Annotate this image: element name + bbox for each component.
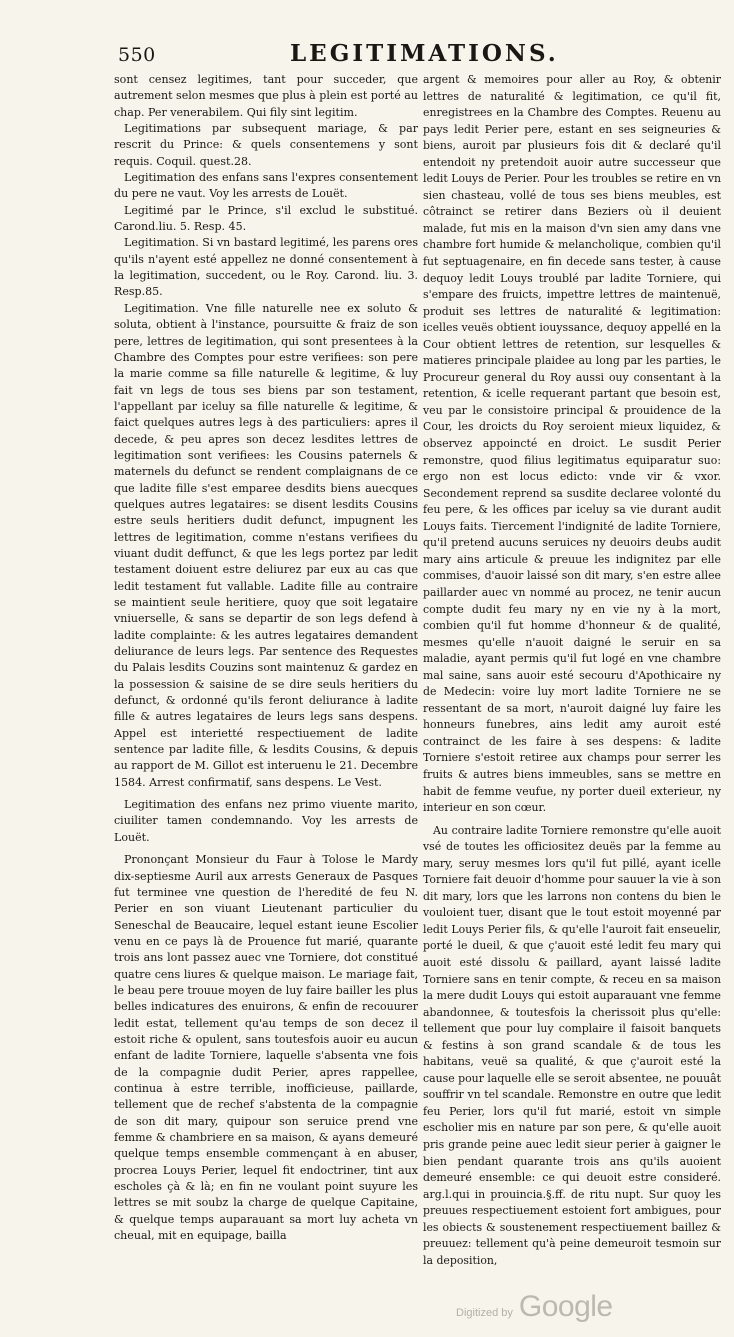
page-number: 550 (118, 44, 156, 66)
entry-paragraph: Legitimation des enfans sans l'expres consentement du pere ne vaut. Voy les arrests de Louët. (114, 171, 418, 201)
right-column (423, 72, 721, 1269)
entry-paragraph: Prononçant Monsieur du Faur à Tolose le Mardy dix-septiesme Auril aux arrests Generaux de Pasques fut terminee vne question de l'heredité de feu N. Perier en son viuant Lieutenant particulier du Seneschal de Beaucaire, lequel estant ieune Escolier venu en ce pays là de Prouence fut marié, quarante trois ans lont passez auec vne Torniere, dot constitué quatre cens liures & quelque maison. Le mariage fait, le beau pere trouue moyen de luy faire bailler les plus belles indicatures des enuirons, & enfin de recouurer ledit estat, tellement qu'au temps de son decez il estoit riche & opulent, sans toutesfois auoir eu aucun enfant de ladite Torniere, laquelle s'absenta vne fois de la compagnie dudit Perier, apres rappellee, continua à estre terrible, inofficieuse, paillarde, tellement que de rechef s'abstenta de la compagnie de son dit mary, quipour son seruice prend vne femme & chambriere en sa maison, & ayans demeuré quelque temps ensemble commençant à en abuser, procrea Louys Perier, lequel fit endoctriner, tint aux escholes çà & là; en fin ne voulant point suyure les lettres se mit soubz la charge de quelque Capitaine, & quelque temps auparauant sa mort luy acheta vn cheual, mit en equipage, bailla (114, 853, 418, 1243)
entry-paragraph: Legitimation. Si vn bastard legitimé, les parens ores qu'ils n'ayent esté appellez ne donné consentement à la legitimation, succedent, ou le Roy. Carond. liu. 3. Resp.85. (114, 236, 418, 299)
entry-paragraph: sont censez legitimes, tant pour succeder, que autrement selon mesmes que plus à plein est porté au chap. Per venerabilem. Qui fily sint legitim. (114, 73, 418, 119)
left-column (114, 72, 418, 1244)
entry-paragraph: Legitimation. Vne fille naturelle nee ex soluto & soluta, obtient à l'instance, poursuitte & fraiz de son pere, lettres de legitimation, qui sont presentees à la Chambre des Comptes pour estre verifiees: son pere la marie comme sa fille naturelle & legitime, & luy fait vn legs de tous ses biens par son testament, l'appellant par iceluy sa fille naturelle & legitime, & faict quelques autres legs à des particuliers: apres il decede, & peu apres son decez lesdites lettres de legitimation sont verifiees: les Cousins paternels & maternels du defunct se rendent complaignans de ce que ladite fille s'est emparee desdits biens auecques quelques autres legataires: se disent lesdits Cousins estre seuls heritiers dudit defunct, impugnent les lettres de legitimation, comme n'estans verifiees du viuant dudit deffunct, & que les legs portez par ledit testament doiuent estre deliurez par eux au cas que ledit testament fut vallable. Ladite fille au contraire se maintient seule heritiere, quoy que soit legataire vniuerselle, & sans se departir de son legs defend à ladite complainte: & les autres legataires demandent deliurance de leurs legs. Par sentence des Requestes du Palais lesdits Couzins sont maintenuz & gardez en la possession & saisine de se dire seuls heritiers du defunct, & ordonné qu'ils feront deliurance à ladite fille & autres legataires de leurs legs sans despens. Appel est interietté respectiuement de ladite sentence par ladite fille, & lesdits Cousins, & depuis au rapport de M. Gillot est interuenu le 21. Decembre 1584. Arrest confirmatif, sans despens. Le Vest. (114, 301, 418, 789)
entry-paragraph: argent & memoires pour aller au Roy, & obtenir lettres de naturalité & legitimation, ce qu'il fit, enregistrees en la Chambre des Comptes. Reuenu au pays ledit Perier pere, estant en ses seigneuries & biens, auroit par plusieurs fois dit & declaré qu'il entendoit ny pretendoit auoir autre successeur que ledit Louys de Perier. Pour les troubles se retire en vn sien chasteau, vollé de tous ses biens meubles, est côtrainct se retirer dans Beziers où il deuient malade, fut mis en la maison d'vn sien amy dans vne chambre fort humide & melancholique, combien qu'il fut septuagenaire, en fin decede sans tester, à cause dequoy ledit Louys troublé par ladite Torniere, qui s'empare des fruicts, impettre lettres de maintenuë, produit ses lettres de naturalité & legitimation: icelles veuës obtient iouyssance, dequoy appellé en la Cour obtient lettres de retention, sur lesquelles & matieres principale plaidee au long par les parties, le Procureur general du Roy aussi ouy consentant à la retention, & icelle requerant partant que besoin est, veu par le consistoire principal & prouidence de la Cour, les droicts du Roy seroient mieux liquidez, & observez appoincté en droict. Le susdit Perier remonstre, quod filius legitimatus equiparatur suo: ergo non est locus edicto: vnde vir & vxor. Secondement reprend sa susdite declaree volonté du feu pere, & les offices par iceluy sa vie durant audit Louys faits. Tiercement l'indignité de ladite Torniere, qu'il pretend aucuns seruices ny deuoirs deubs audit mary ains articule & preuue les indignitez par elle commises, d'auoir laissé son dit mary, s'en estre allee paillarder auec vn nommé au procez, ne tenir aucun compte dudit feu mary ny en vie ny à la mort, combien qu'il fut homme d'honneur & de qualité, mesmes qu'elle n'auoit daigné le seruir en sa maladie, ayant permis qu'il fut logé en vne chambre mal saine, sans auoir esté secouru d'Apothicaire ny de Medecin: voire luy mort ladite Torniere ne se ressentant de sa mort, n'auroit daigné luy faire les honneurs funebres, ains ledit amy auroit esté contrainct de les faire à ses despens: & ladite Torniere s'estoit retiree aux champs pour serrer les fruits & autres biens immeubles, sans se mettre en habit de femme veufue, ny porter dueil exterieur, ny interieur en son cœur. (423, 73, 721, 815)
entry-paragraph: Legitimations par subsequent mariage, & par rescrit du Prince: & quels consentemens y sont requis. Coquil. quest.28. (114, 122, 418, 168)
google-logo: Google (518, 1290, 613, 1323)
running-title: LEGITIMATIONS. (290, 40, 559, 67)
entry-paragraph: Au contraire ladite Torniere remonstre qu'elle auoit vsé de toutes les officiositez deuës par la femme au mary, seruy mesmes lors qu'il fut pillé, ayant icelle Torniere fait deuoir d'homme pour sauuer la vie à son dit mary, lors que les larrons non contens du bien le vouloient tuer, disant que le tout estoit moyenné par ledit Louys Perier fils, & qu'elle l'auroit fait enseuelir, porté le dueil, & que ç'auoit esté ledit feu mary qui auoit esté dissolu & paillard, ayant laissé ladite Torniere sans en tenir compte, & receu en sa maison la mere dudit Louys qui estoit auparauant vne femme abandonnee, & toutesfois la cherissoit plus qu'elle: tellement que pour luy complaire il faisoit banquets & festins à son grand scandale & de tous les habitans, veuë sa qualité, & que ç'auroit esté la cause pour laquelle elle se seroit absentee, ne pouuât souffrir vn tel scandale. Remonstre en outre que ledit feu Perier, lors qu'il fut marié, estoit vn simple escholier mis en nature par son pere, & qu'elle auoit pris grande peine auec ledit sieur perier à gaigner le bien pendant quarante trois ans qu'ils auoient demeuré ensemble: ce qui deuoit estre consideré. arg.l.qui in prouincia.§.ff. de ritu nupt. Sur quoy les preuues respectiuement estoient fort ambigues, pour les obiects & soustenement respectiuement baillez & preuuez: tellement qu'à peine demeuroit tesmoin sur la deposition, (423, 823, 721, 1267)
entry-paragraph: Legitimé par le Prince, s'il exclud le substitué. Carond.liu. 5. Resp. 45. (114, 203, 418, 234)
watermark-prefix: Digitized by (456, 1307, 513, 1319)
entry-paragraph: Legitimation des enfans nez primo viuente marito, ciuiliter tamen condemnando. Voy les arrests de Louët. (114, 798, 418, 844)
digitized-watermark (456, 1290, 613, 1324)
